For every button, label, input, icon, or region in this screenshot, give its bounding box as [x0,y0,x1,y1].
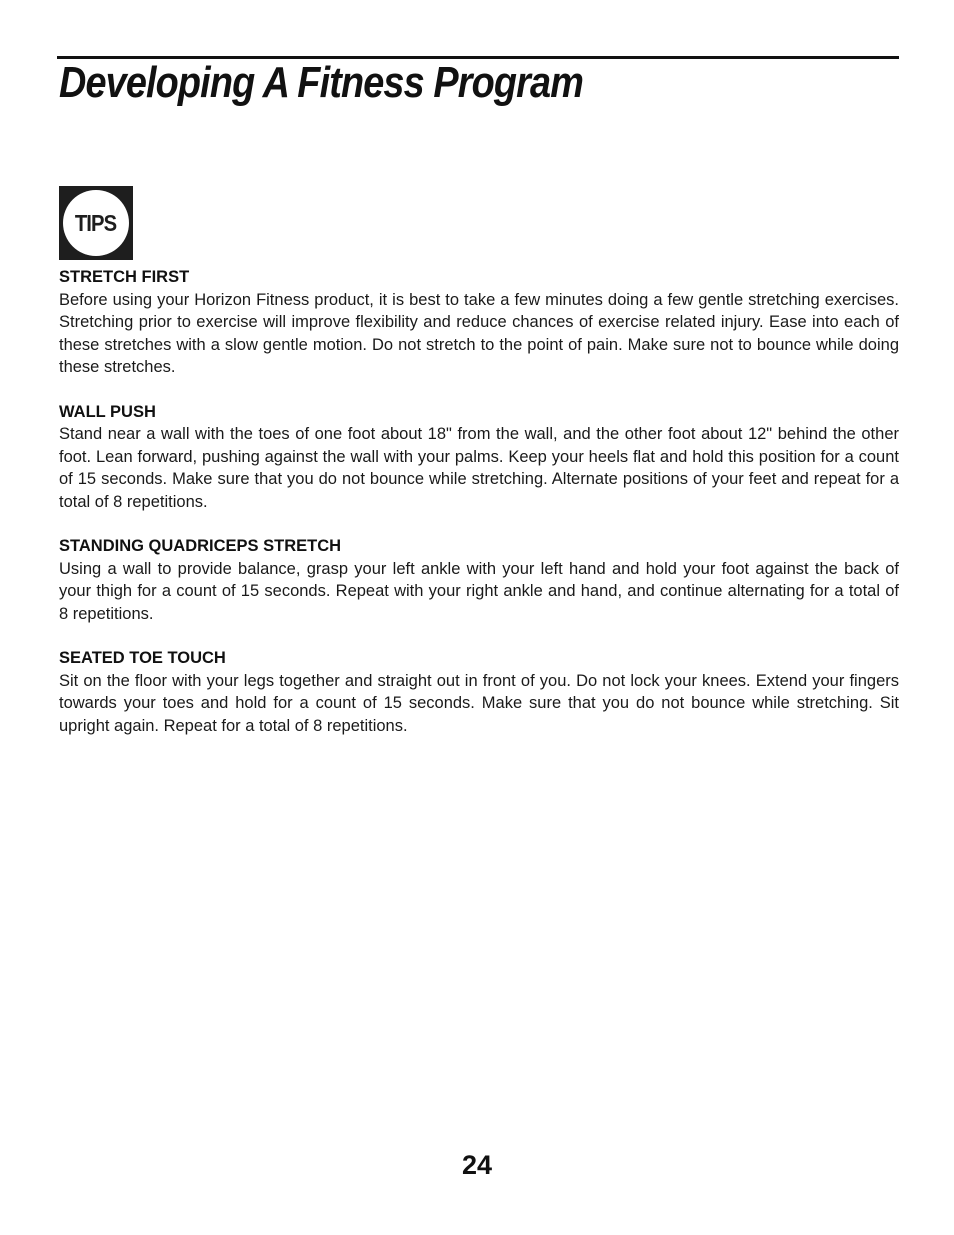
section-body: Using a wall to provide balance, grasp your left ankle with your left hand and hold your foot against the back of your thigh for a count of 15 seconds. Repeat with your right ankle and hand, and continue alternating for a total of 8 repetitions. [59,559,899,623]
page-number: 24 [461,1150,493,1180]
tips-content [59,266,899,759]
section-heading: SEATED TOE TOUCH [59,649,226,667]
section-heading: WALL PUSH [59,402,156,421]
tips-badge-icon [59,186,133,260]
section-body: Sit on the floor with your legs together and straight out in front of you. Do not lock your knees. Extend your fingers towards your toes and hold for a count of 15 seconds. Make sure that you do not bounce while stretching. Sit upright again. Repeat for a total of 8 repetitions. [59,671,899,735]
section-wall-push [59,401,899,514]
section-body: Stand near a wall with the toes of one foot about 18" from the wall, and the other foot about 12" behind the other foot. Lean forward, pushing against the wall with your palms. Keep your heels flat and hold this position for a count of 15 seconds. Make sure that you do not bounce while stretching. Alternate positions of your feet and repeat for a total of 8 repetitions. [59,425,899,511]
section-heading: STANDING QUADRICEPS STRETCH [59,537,342,555]
section-stretch-first [59,266,899,379]
section-standing-quadriceps-stretch [59,535,899,625]
tips-badge-label: TIPS [75,209,117,236]
section-body: Before using your Horizon Fitness product, it is best to take a few minutes doing a few gentle stretching exercises. Stretching prior to exercise will improve flexibility and reduce chances of exercise related injury. Ease into each of these stretches with a slow gentle motion. Do not stretch to the point of pain. Make sure not to bounce while doing these stretches. [59,290,899,376]
tips-badge-circle [63,190,129,256]
section-heading: STRETCH FIRST [59,268,190,286]
page-title: Developing A Fitness Program [59,58,584,107]
section-seated-toe-touch [59,647,899,737]
